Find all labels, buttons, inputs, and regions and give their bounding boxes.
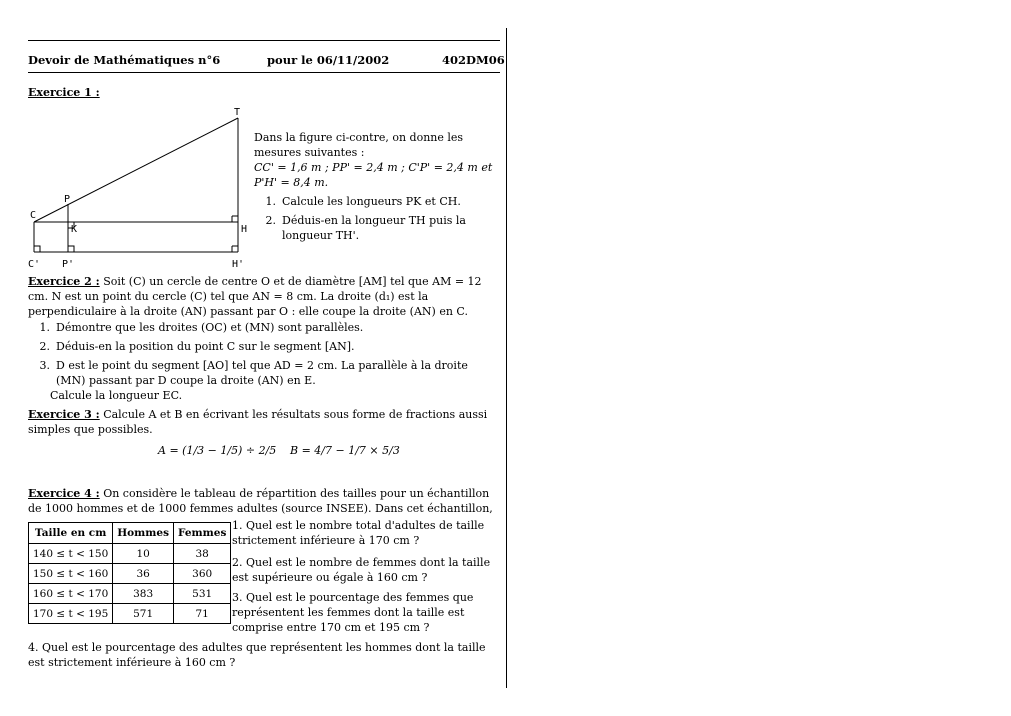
ex2-intro: Exercice 2 : Soit (C) un cercle de centre O et de diamètre [AM] tel que AM = 12 cm. N est un point du cercle (C) tel que AN = 8 cm. La droite (d₁) est la perpendiculaire à la droite (AN) passant par O : elle coupe la droite (AN) en C.	[28, 275, 482, 318]
table-cell: 360	[174, 564, 231, 584]
doc-title: Devoir de Mathématiques n°6	[28, 53, 221, 67]
ex2-list	[28, 320, 500, 403]
ex2-title: Exercice 2 :	[28, 275, 100, 288]
table-cell: 71	[174, 604, 231, 624]
table-row	[29, 604, 231, 624]
table-header-row	[29, 523, 231, 544]
ex1-title: Exercice 1 :	[28, 86, 100, 99]
ex4-question-4: 4. Quel est le pourcentage des adultes que représentent les hommes dont la taille est strictement inférieure à 160 cm ?	[28, 641, 486, 669]
ex2-item-2: 2. Déduis-en la position du point C sur le segment [AN].	[39, 340, 355, 353]
table-cell: 36	[113, 564, 174, 584]
formula-b: B = 4/7 − 1/7 × 5/3	[290, 444, 400, 457]
table-header: Taille en cm	[29, 523, 113, 544]
ex3-title: Exercice 3 :	[28, 408, 100, 421]
label-T: T	[234, 107, 241, 118]
label-P-prime: P'	[62, 259, 75, 270]
table-cell: 383	[113, 584, 174, 604]
ex1-item-1: 1. Calcule les longueurs PK et CH.	[265, 195, 461, 208]
ex1-intro: Dans la figure ci-contre, on donne les mesures suivantes :	[254, 131, 464, 159]
header-top-rule	[28, 40, 500, 41]
ex4-question-1: 1. Quel est le nombre total d'adultes de taille strictement inférieure à 170 cm ?	[232, 519, 485, 547]
ex4-question-3: 3. Quel est le pourcentage des femmes que représentent les femmes dont la taille est comprise entre 170 cm et 195 cm ?	[232, 591, 474, 634]
ex2-extra: Calcule la longueur EC.	[50, 389, 183, 402]
label-P: P	[64, 194, 71, 205]
geometry-figure	[22, 104, 252, 272]
height-table	[28, 522, 231, 624]
label-C-prime: C'	[28, 259, 41, 270]
table-cell: 38	[174, 544, 231, 564]
ex1-measures-1: CC' = 1,6 m ; PP' = 2,4 m ; C'P' = 2,4 m et	[254, 161, 493, 174]
label-H-prime: H'	[232, 259, 245, 270]
header-bottom-rule	[28, 72, 500, 73]
doc-date: pour le 06/11/2002	[267, 53, 390, 67]
ex4-intro: Exercice 4 : On considère le tableau de répartition des tailles pour un échantillon de 1000 hommes et de 1000 femmes adultes (source INSEE). Dans cet échantillon,	[28, 487, 493, 515]
formula-a: A = (1/3 − 1/5) ÷ 2/5	[158, 444, 277, 457]
table-cell: 531	[174, 584, 231, 604]
label-K: K	[71, 224, 78, 235]
ex4-question-2: 2. Quel est le nombre de femmes dont la taille est supérieure ou égale à 160 cm ?	[232, 556, 491, 584]
table-cell: 10	[113, 544, 174, 564]
ex1-list	[254, 194, 500, 243]
table-cell: 150 ≤ t < 160	[29, 564, 113, 584]
table-row	[29, 564, 231, 584]
table-row	[29, 584, 231, 604]
ex4-title: Exercice 4 :	[28, 487, 100, 500]
ex2-item-3: 3. D est le point du segment [AO] tel que AD = 2 cm. La parallèle à la droite (MN) passant par D coupe la droite (AN) en E.	[39, 359, 468, 387]
table-cell: 170 ≤ t < 195	[29, 604, 113, 624]
table-cell: 140 ≤ t < 150	[29, 544, 113, 564]
doc-code: 402DM06	[442, 53, 505, 67]
table-cell: 571	[113, 604, 174, 624]
label-H: H	[241, 224, 248, 235]
table-header: Femmes	[174, 523, 231, 544]
table-cell: 160 ≤ t < 170	[29, 584, 113, 604]
page-right-border	[506, 28, 507, 688]
label-C: C	[30, 210, 37, 221]
table-header: Hommes	[113, 523, 174, 544]
ex2-item-1: 1. Démontre que les droites (OC) et (MN) sont parallèles.	[39, 321, 364, 334]
ex1-measures-2: P'H' = 8,4 m.	[254, 176, 329, 189]
table-row	[29, 544, 231, 564]
ex3-intro: Exercice 3 : Calcule A et B en écrivant les résultats sous forme de fractions aussi simples que possibles.	[28, 408, 488, 436]
ex1-item-2: 2. Déduis-en la longueur TH puis la longueur TH'.	[265, 214, 466, 242]
